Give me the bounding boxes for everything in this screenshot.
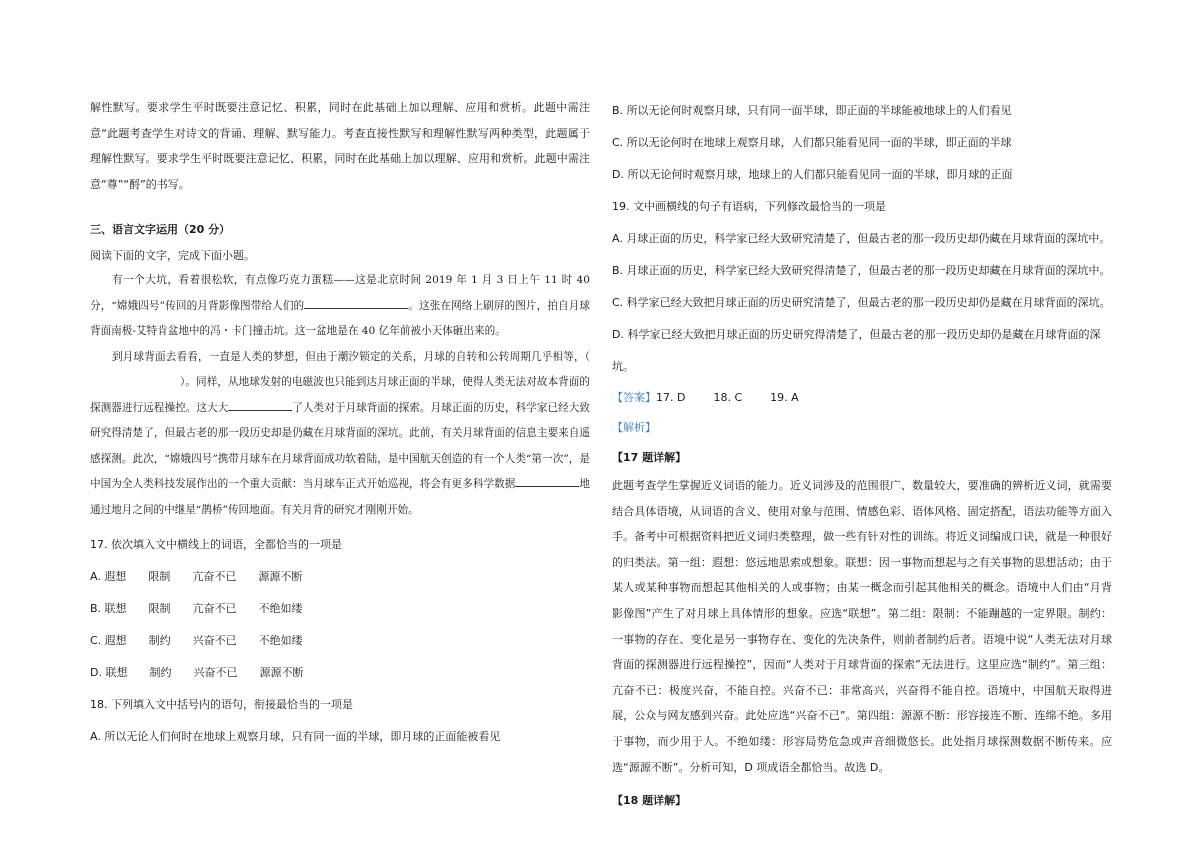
blank-line-2 <box>228 398 292 411</box>
passage-text: 到月球背面去看看，一直是人类的梦想，但由于潮汐锁定的关系，月球的自转和公转周期几乎相等，（ <box>112 350 590 363</box>
detail-17-title: 【17 题详解】 <box>612 451 687 464</box>
answer-17: 17. D <box>656 391 686 404</box>
passage-text: 了人类对于月球背面的探索。月球正面的历史，科学家已经大致研究得清楚了，但最古老的那一段历史却是仍藏在月球背面的深坑。此前，有关月球背面的信息主要来自遥感探测。此次，“嫦娥四号”携带月球车在月球背面成功软着陆，是中国航天创造的有一个人类“第一次”，是中国为全人类科技发展作出的一个重大贡献：当月球车正式开始巡视，将会有更多科学数据 <box>90 401 591 490</box>
detail-17-body: 此题考查学生掌握近义词语的能力。近义词涉及的范围很广、数量较大，要准确的辨析近义词，就需要结合具体语境，从词语的含义、使用对象与范围、情感色彩、语体风格、固定搭配，语法功能等方面入手。备考中可根据资料把近义词归类整理，做一些有针对性的训练。将近义词编成口诀，就是一种很好的归类法。第一组：遐想：悠远地思索或想象。联想：因一事物而想起与之有关事物的思想活动；由于某人或某种事物而想起其他相关的人或事物；由某一概念而引起其他相关的概念。语境中人们由“月背影像图”产生了对月球上具体情形的想象。应选“联想”。第二组：限制：不能蹦越的一定界限。制约：一事物的存在、变化是另一事物存在、变化的先决条件，则前者制约后者。语境中说“人类无法对月球背面的探测器进行远程操控”，因而“人类对于月球背面的探索”无法进行。这里应选“制约”。第三组：亢奋不已：极度兴奋，不能自控。兴奋不已：非常高兴，兴奋得不能自控。语境中，中国航天取得进展，公众与网友感到兴奋。此处应选“兴奋不已”。第四组：源源不断：形容接连不断、连绵不绝。多用于事物，而少用于人。不绝如缕：形容局势危急或声音细微悠长。此处指月球探测数据不断传来。应选“源源不断”。分析可知，D 项成语全都恰当。故选 D。 <box>612 479 1112 774</box>
passage-text: 。这张在网络上刷屏的图片，拍自月球背面南极-艾特肯盆地中的冯・卡门撞击坑。这一盆地是在 40 亿年前被小天体砸出来的。 <box>90 299 590 337</box>
q17-option-d: D. 联想 制约 兴奋不已 源源不断 <box>90 666 304 679</box>
q17-option-b: B. 联想 限制 亢奋不已 不绝如缕 <box>90 602 303 615</box>
q19-option-a: A. 月球正面的历史，科学家已经大致研究清楚了，但最古老的那一段历史却仍藏在月球背面的深坑中。 <box>612 232 1111 245</box>
passage-text: 地通过地月之间的中继星“鹊桥”传回地面。有关月背的研究才刚刚开始。 <box>90 478 591 516</box>
q19-option-c: C. 科学家已经大致把月球正面的历史研究清楚了，但最古老的那一段历史却仍是藏在月球背面的深坑。 <box>612 296 1111 309</box>
answer-19: 19. A <box>770 391 799 404</box>
right-column <box>612 95 1112 816</box>
q19-option-b: B. 月球正面的历史，科学家已经大致研究得清楚了，但最古老的那一段历史却藏在月球背面的深坑中。 <box>612 264 1111 277</box>
analysis-tag: 【解析】 <box>612 421 656 434</box>
reading-instruction: 阅读下面的文字，完成下面小题。 <box>90 248 255 262</box>
answer-line <box>612 383 1112 413</box>
q18-option-a: A. 所以无论人们何时在地球上观察月球，只有同一面的半球，即月球的正面能被看见 <box>90 730 501 743</box>
passage-paragraph-2 <box>90 345 590 524</box>
q17-option-c: C. 遐想 制约 兴奋不已 不绝如缕 <box>90 634 303 647</box>
detail-18-title: 【18 题详解】 <box>612 794 687 808</box>
q18-option-c: C. 所以无论何时在地球上观察月球，人们都只能看见同一面的半球，即正面的半球 <box>612 136 1012 149</box>
passage-paragraph-1 <box>90 268 590 345</box>
answer-18: 18. C <box>713 391 743 404</box>
passage-text: 有一个大坑，看着很松软，有点像巧克力蛋糕——这是北京时间 2019 年 1 月 3 日上午 11 时 40 分，“嫦娥四号”传回的月背影像图带给人们的 <box>90 274 590 312</box>
section-title: 三、语言文字运用（20 分） <box>90 223 231 236</box>
left-column <box>90 95 590 753</box>
intro-paragraph: 解性默写。要求学生平时既要注意记忆、积累，同时在此基础上加以理解、应用和赏析。此题中需注意“此题考查学生对诗文的背诵、理解、默写能力。考查直接性默写和理解性默写两种类型，此题属于理解性默写。要求学生平时既要注意记忆、积累，同时在此基础上加以理解、应用和赏析。此题中需注意“尊”“酹”的书写。 <box>90 101 590 191</box>
q19-option-d: D. 科学家已经大致把月球正面的历史研究得清楚了，但最古老的那一段历史却仍是藏在月球背面的深坑。 <box>612 328 1101 373</box>
blank-line-3 <box>515 474 579 487</box>
q18-option-b: B. 所以无论何时观察月球，只有同一面半球，即正面的半球能被地球上的人们看见 <box>612 104 1012 117</box>
blank-line-1 <box>304 296 408 309</box>
answer-tag: 【答案】 <box>612 391 656 404</box>
q18-option-d: D. 所以无论何时观察月球，地球上的人们都只能看见同一面的半球，即月球的正面 <box>612 168 1013 181</box>
passage-text: ）。同样，从地球发射的电磁波也只能到达月球正面的半球，使得人类无法对故本背面的探测器进行远程操控。这大大 <box>90 376 590 414</box>
question-17: 17. 依次填入文中横线上的词语，全都恰当的一项是 <box>90 538 342 551</box>
question-19: 19. 文中画横线的句子有语病，下列修改最恰当的一项是 <box>612 200 886 213</box>
question-18: 18. 下列填入文中括号内的语句，衔接最恰当的一项是 <box>90 698 353 711</box>
q17-option-a: A. 遐想 限制 亢奋不已 源源不断 <box>90 570 303 583</box>
